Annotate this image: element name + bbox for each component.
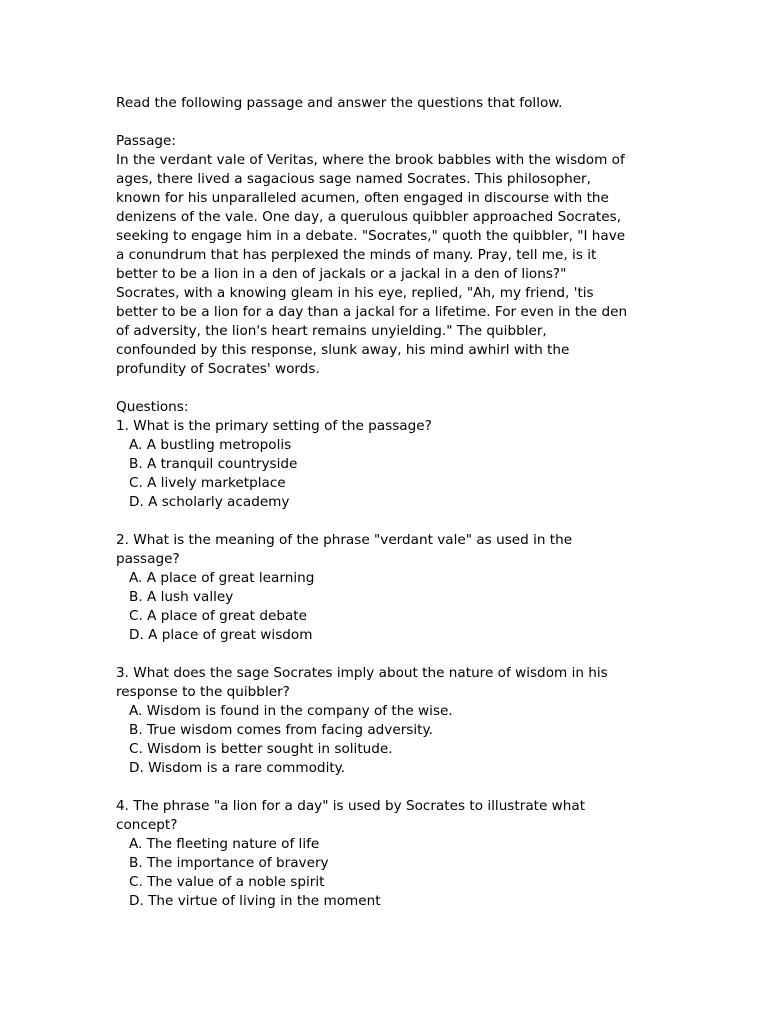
question-text: 2. What is the meaning of the phrase "verdant vale" as used in the [116,532,573,548]
answer-option: A. Wisdom is found in the company of the wise. [129,703,453,719]
answer-option: B. A tranquil countryside [129,456,298,472]
passage-line: known for his unparalleled acumen, often engaged in discourse with the [116,190,609,206]
passage-line: of adversity, the lion's heart remains unyielding." The quibbler, [116,323,547,339]
answer-option: D. A place of great wisdom [129,627,313,643]
answer-option: B. A lush valley [129,589,234,605]
spacer [116,645,656,664]
answer-option: D. A scholarly academy [129,494,290,510]
spacer [116,379,656,398]
passage-line: better to be a lion in a den of jackals or a jackal in a den of lions?" [116,266,567,282]
passage-line: denizens of the vale. One day, a querulous quibbler approached Socrates, [116,209,622,225]
answer-option: D. The virtue of living in the moment [129,893,381,909]
answer-option: C. A place of great debate [129,608,307,624]
answer-option: B. The importance of bravery [129,855,329,871]
answer-option: D. Wisdom is a rare commodity. [129,760,346,776]
document-page [116,94,656,911]
passage-line: a conundrum that has perplexed the minds of many. Pray, tell me, is it [116,247,597,263]
question-4 [116,797,656,911]
passage-label: Passage: [116,133,176,149]
passage-line: seeking to engage him in a debate. "Socrates," quoth the quibbler, "I have [116,228,626,244]
spacer [116,113,656,132]
passage-line: ages, there lived a sagacious sage named Socrates. This philosopher, [116,171,591,187]
spacer [116,778,656,797]
answer-option: A. A place of great learning [129,570,315,586]
answer-option: C. The value of a noble spirit [129,874,325,890]
instruction-text: Read the following passage and answer the questions that follow. [116,95,563,111]
question-text: response to the quibbler? [116,684,290,700]
question-text: concept? [116,817,178,833]
passage-line: profundity of Socrates' words. [116,361,320,377]
question-text: 1. What is the primary setting of the passage? [116,418,432,434]
question-2 [116,531,656,645]
question-1 [116,417,656,512]
question-text: 4. The phrase "a lion for a day" is used by Socrates to illustrate what [116,798,586,814]
question-text: passage? [116,551,180,567]
passage-line: better to be a lion for a day than a jackal for a lifetime. For even in the den [116,304,628,320]
passage-line: Socrates, with a knowing gleam in his eye, replied, "Ah, my friend, 'tis [116,285,594,301]
spacer [116,512,656,531]
answer-option: C. Wisdom is better sought in solitude. [129,741,393,757]
passage-line: confounded by this response, slunk away, his mind awhirl with the [116,342,570,358]
answer-option: A. The fleeting nature of life [129,836,320,852]
answer-option: B. True wisdom comes from facing adversity. [129,722,433,738]
passage-body [116,151,656,379]
questions-label: Questions: [116,399,189,415]
answer-option: C. A lively marketplace [129,475,286,491]
question-3 [116,664,656,778]
question-text: 3. What does the sage Socrates imply about the nature of wisdom in his [116,665,608,681]
answer-option: A. A bustling metropolis [129,437,292,453]
passage-line: In the verdant vale of Veritas, where the brook babbles with the wisdom of [116,152,625,168]
